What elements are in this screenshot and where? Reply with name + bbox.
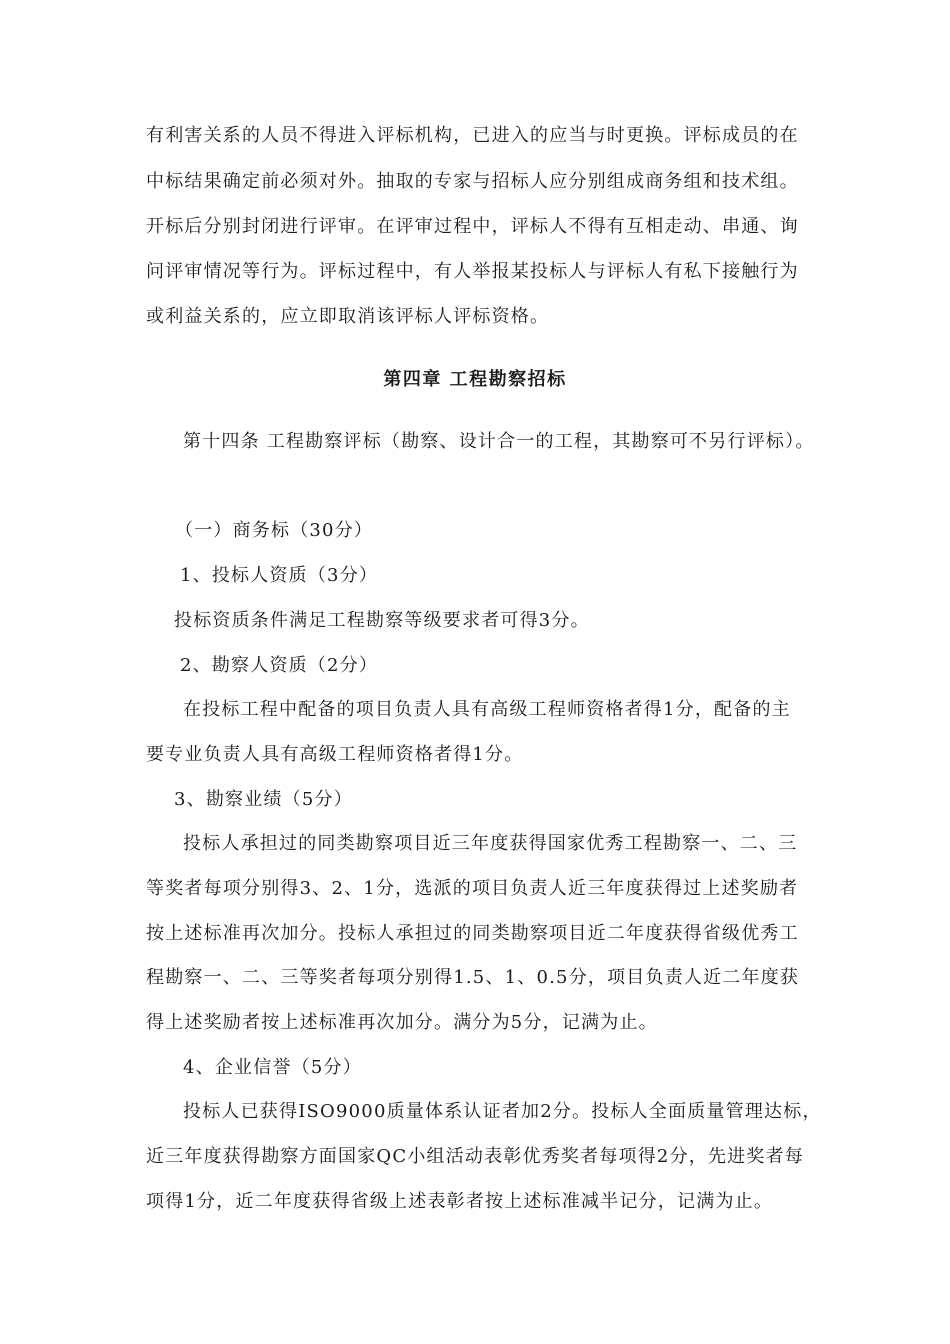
item-text: 近三年度获得勘察方面国家QC小组活动表彰优秀奖者每项得2分，先进奖者每: [146, 1146, 804, 1167]
item-text: 投标人已获得ISO9000质量体系认证者加2分。投标人全面质量管理达标，: [183, 1101, 822, 1122]
paragraph-line: 开标后分别封闭进行评审。在评审过程中，评标人不得有互相走动、串通、询: [146, 216, 799, 237]
item-text: 按上述标准再次加分。投标人承担过的同类勘察项目近二年度获得省级优秀工: [146, 923, 799, 944]
chapter-title: 第四章 工程勘察招标: [383, 369, 567, 390]
paragraph-line: 有利害关系的人员不得进入评标机构，已进入的应当与时更换。评标成员的在: [146, 125, 799, 146]
item-text: 投标人承担过的同类勘察项目近三年度获得国家优秀工程勘察一、二、三: [183, 833, 798, 854]
item-text: 在投标工程中配备的项目负责人具有高级工程师资格者得1分，配备的主: [183, 699, 791, 720]
item-heading: 3、勘察业绩（5分）: [174, 789, 353, 810]
article-heading: 第十四条 工程勘察评标（勘察、设计合一的工程，其勘察可不另行评标）。: [183, 431, 815, 452]
paragraph-line: 问评审情况等行为。评标过程中，有人举报某投标人与评标人有私下接触行为: [146, 261, 799, 282]
paragraph-line: 或利益关系的，应立即取消该评标人评标资格。: [146, 306, 550, 327]
item-text: 程勘察一、二、三等奖者每项分别得1.5、1、0.5分，项目负责人近二年度获: [146, 967, 800, 988]
item-text: 要专业负责人具有高级工程师资格者得1分。: [146, 744, 524, 765]
item-text: 项得1分，近二年度获得省级上述表彰者按上述标准减半记分，记满为止。: [146, 1191, 774, 1212]
item-text: 投标资质条件满足工程勘察等级要求者可得3分。: [174, 610, 590, 631]
item-heading: 4、企业信誉（5分）: [183, 1057, 362, 1078]
item-heading: 2、勘察人资质（2分）: [180, 655, 379, 676]
item-text: 等奖者每项分别得3、2、1分，选派的项目负责人近三年度获得过上述奖励者: [146, 878, 799, 899]
section-heading: （一）商务标（30分）: [175, 520, 374, 541]
paragraph-line: 中标结果确定前必须对外。抽取的专家与招标人应分别组成商务组和技术组。: [146, 171, 799, 192]
item-heading: 1、投标人资质（3分）: [180, 565, 379, 586]
item-text: 得上述奖励者按上述标准再次加分。满分为5分，记满为止。: [146, 1012, 658, 1033]
